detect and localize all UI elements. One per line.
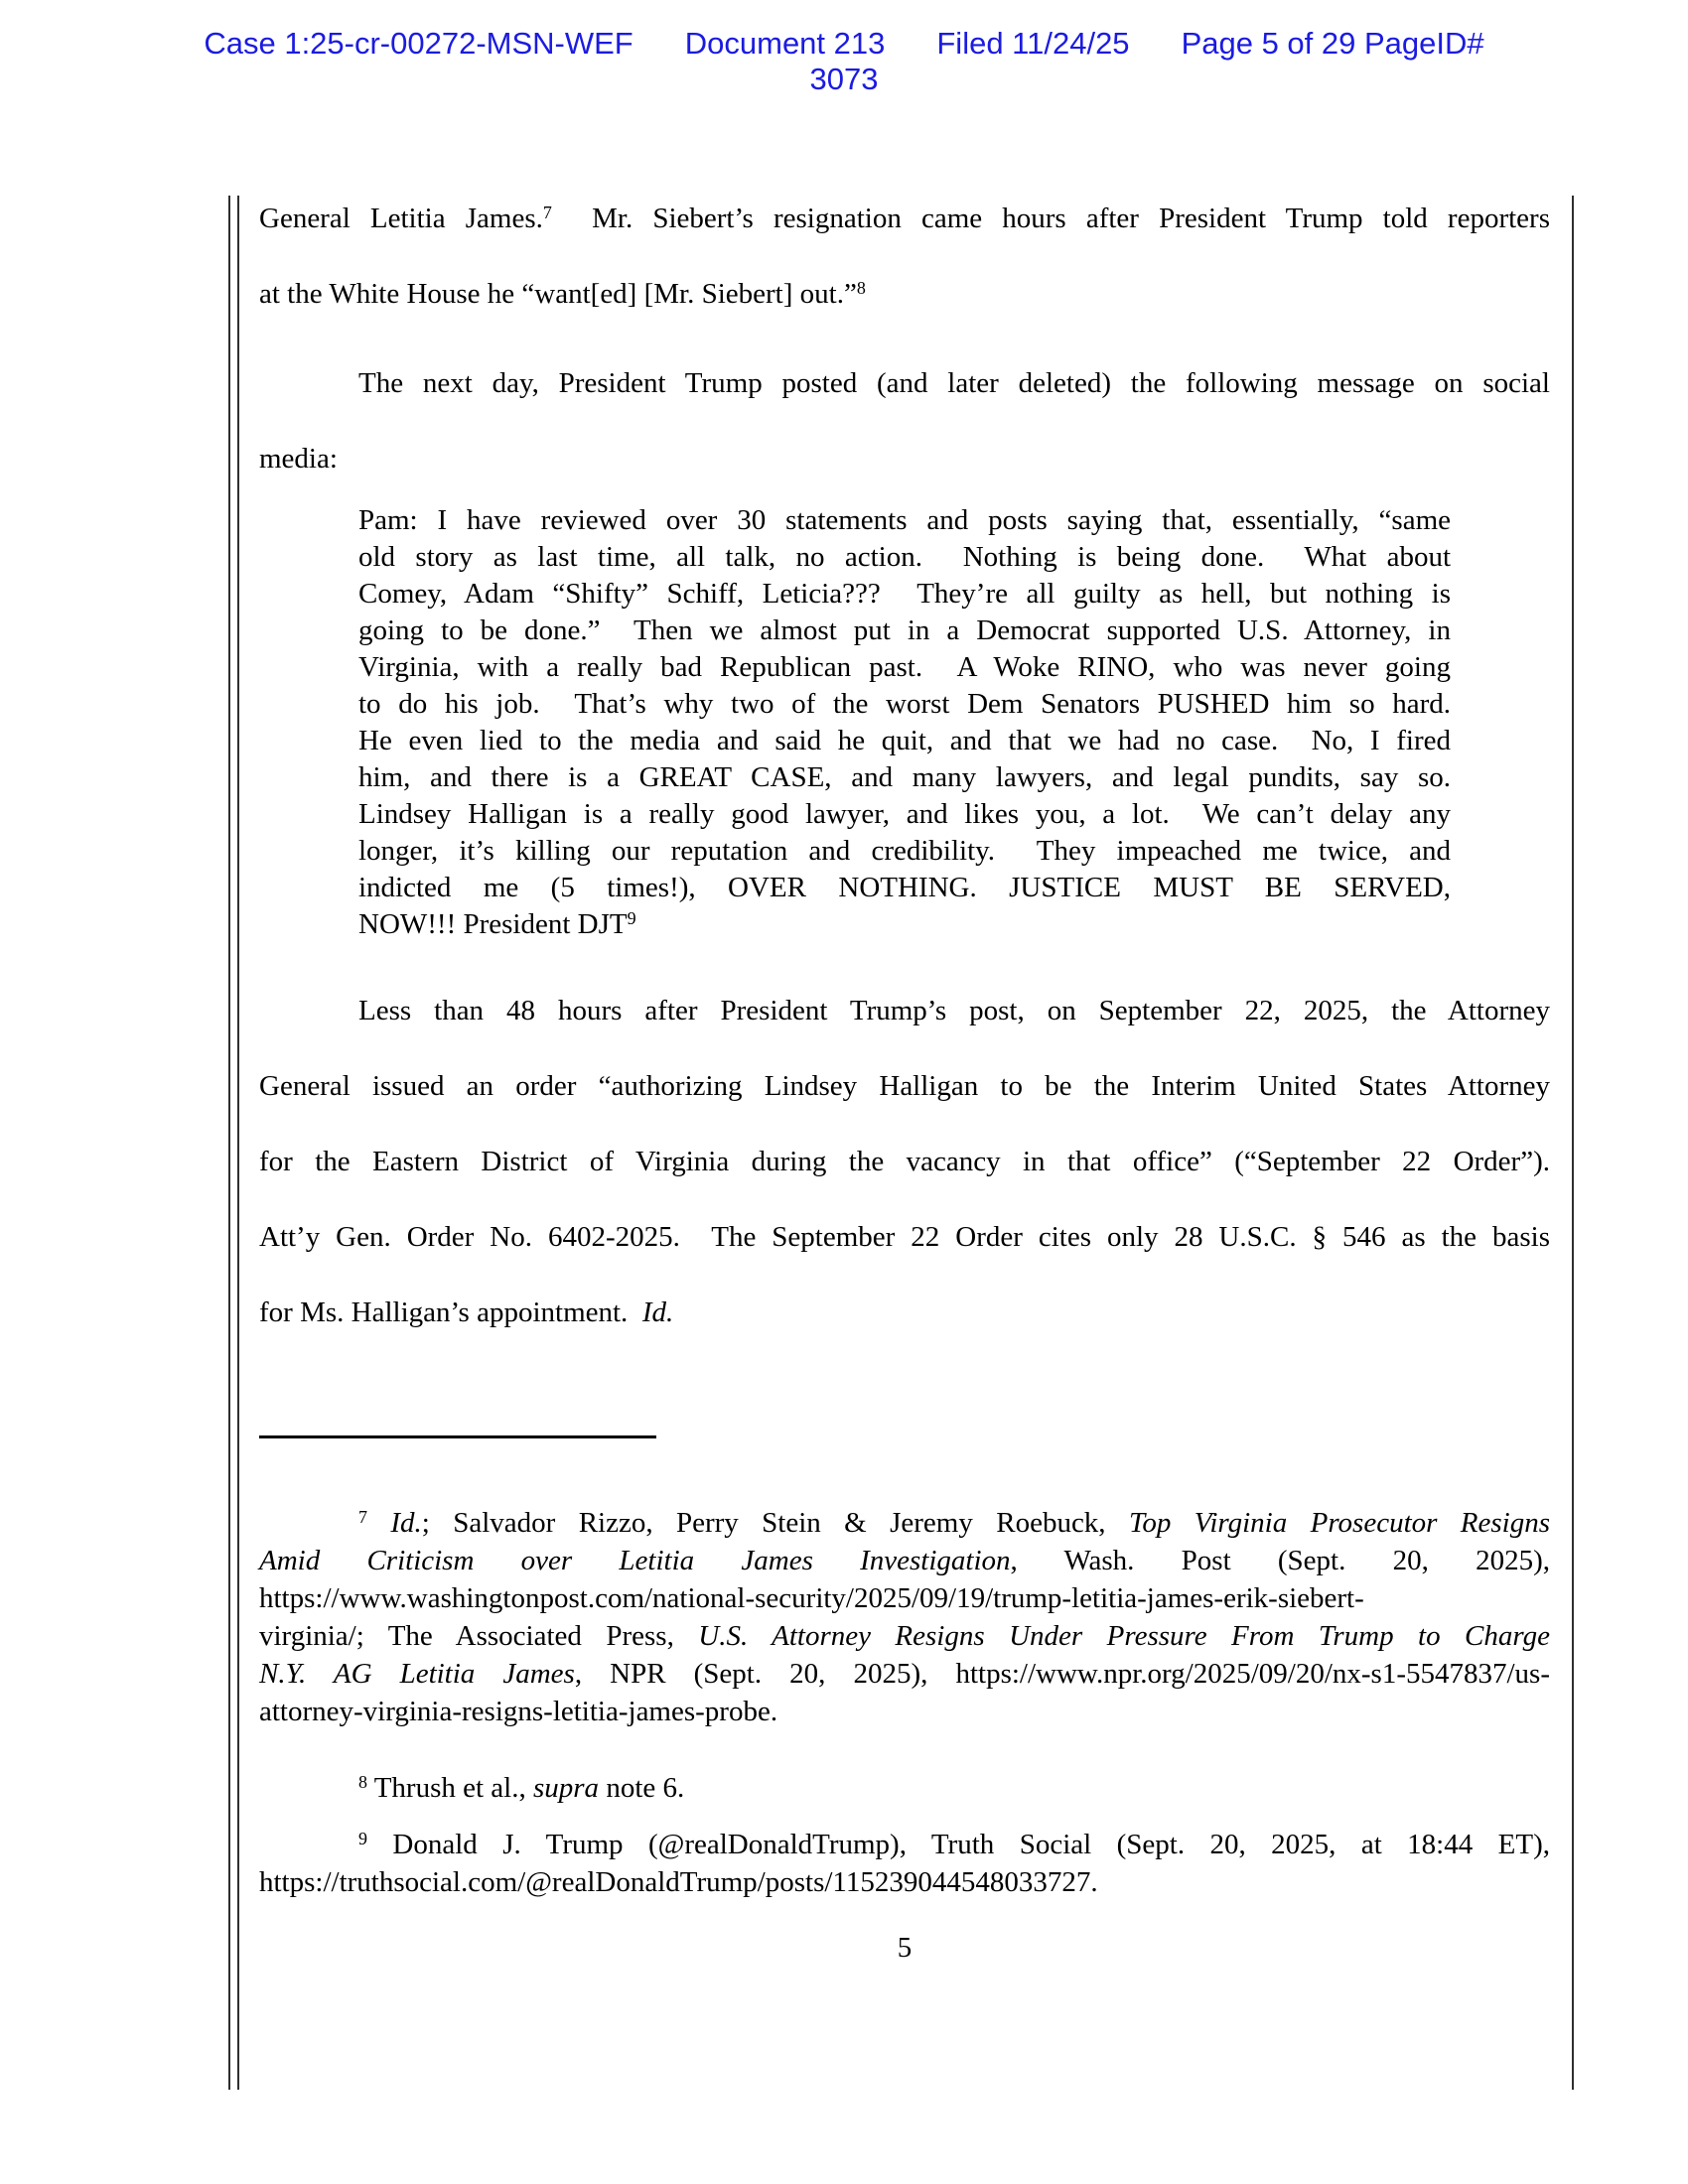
text-line [259,181,1550,256]
block-quote-trump-post [259,502,1550,943]
text-line [259,973,1550,1048]
footnote-reference: 7 [542,203,552,223]
text-segment: Top Virginia Prosecutor Resigns [1128,1507,1551,1539]
text-segment: for the Eastern District of Virginia during the vacancy in that office” (“September 22 Order”). [259,1146,1550,1177]
page-info: Page 5 of 29 PageID# [1181,26,1484,61]
text-line [358,906,1451,943]
text-segment: him, and there is a GREAT CASE, and many lawyers, and legal pundits, say so. [358,761,1451,793]
text-line [259,1693,1550,1730]
text-line [358,870,1451,906]
text-line [259,1769,1550,1807]
text-segment: Donald J. Trump (@realDonaldTrump), Truth Social (Sept. 20, 2025, at 18:44 ET), [366,1829,1550,1860]
body-paragraph-2 [259,345,1550,496]
pageid-number: 3073 [809,62,879,96]
text-segment: https://www.washingtonpost.com/national-security/2025/09/19/trump-letitia-james-erik-siebert- [259,1582,1364,1614]
text-segment: Virginia, with a really bad Republican past. A Woke RINO, who was never going [358,651,1451,683]
text-segment: note 6. [599,1772,685,1804]
text-segment: ; Salvador Rizzo, Perry Stein & Jeremy Roebuck, [421,1507,1129,1539]
text-line [259,1863,1550,1901]
text-segment: at the White House he “want[ed] [Mr. Siebert] out.” [259,278,857,310]
text-line [259,345,1550,421]
body-paragraph-3 [259,973,1550,1350]
footnote-reference: 9 [358,1829,367,1849]
text-line [259,1655,1550,1693]
text-line [259,1199,1550,1275]
text-line [259,1826,1550,1863]
text-segment: , NPR (Sept. 20, 2025), https://www.npr.org/2025/09/20/nx-s1-5547837/us- [574,1658,1550,1690]
footnote-reference: 8 [856,278,866,299]
text-segment: attorney-virginia-resigns-letitia-james-probe. [259,1696,778,1727]
document-text-column [259,181,1550,1967]
text-line [259,421,1550,496]
text-line [358,613,1451,649]
text-segment: old story as last time, all talk, no action. Nothing is being done. What about [358,541,1451,573]
text-segment: Amid Criticism over Letitia James Investigation [259,1545,1011,1576]
text-segment: NOW!!! President DJT [358,908,628,940]
text-segment: U.S. Attorney Resigns Under Pressure From Trump to Charge [698,1620,1550,1652]
text-segment: supra [532,1772,600,1804]
text-line [358,796,1451,833]
text-line [259,1275,1550,1350]
footnote-9 [259,1826,1550,1901]
text-line [358,576,1451,613]
text-line [259,1617,1550,1655]
footnote-separator [259,1435,656,1438]
text-segment: General Letitia James. [259,203,543,234]
ecf-header-stamp [0,26,1688,97]
text-line [259,1504,1550,1542]
text-line [358,539,1451,576]
text-line [358,649,1451,686]
footnote-7 [259,1504,1550,1730]
text-segment: indicted me (5 times!), OVER NOTHING. JUSTICE MUST BE SERVED, [358,872,1451,903]
text-segment: Thrush et al., [366,1772,533,1804]
text-segment: Att’y Gen. Order No. 6402-2025. The September 22 Order cites only 28 U.S.C. § 546 as the basis [259,1221,1550,1253]
text-line [358,759,1451,796]
ecf-header-line1 [0,26,1688,62]
left-margin-double-rule [228,196,239,2090]
body-paragraph-1 [259,181,1550,332]
text-segment: going to be done.” Then we almost put in a Democrat supported U.S. Attorney, in [358,614,1451,646]
text-segment: Lindsey Halligan is a really good lawyer, and likes you, a lot. We can’t delay any [358,798,1451,830]
text-segment [367,1507,390,1539]
text-line [358,723,1451,759]
text-segment: media: [259,443,338,475]
text-segment: He even lied to the media and said he quit, and that we had no case. No, I fired [358,725,1451,756]
text-segment: General issued an order “authorizing Lindsey Halligan to be the Interim United States Attorney [259,1070,1550,1102]
text-segment: Less than 48 hours after President Trump’s post, on September 22, 2025, the Attorney [358,995,1550,1026]
document-number: Document 213 [684,26,886,61]
text-segment: Id. [641,1297,674,1328]
text-line [358,686,1451,723]
footnote-reference: 8 [358,1772,367,1793]
text-segment: Mr. Siebert’s resignation came hours after President Trump told reporters [551,203,1550,234]
text-line [358,833,1451,870]
right-margin-rule [1572,196,1574,2090]
filed-date: Filed 11/24/25 [936,26,1130,61]
text-segment: N.Y. AG Letitia James [259,1658,575,1690]
text-line [259,1542,1550,1579]
text-segment: Comey, Adam “Shifty” Schiff, Leticia??? They’re all guilty as hell, but nothing is [358,578,1451,610]
page-number: 5 [897,1932,913,1964]
text-segment: to do his job. That’s why two of the worst Dem Senators PUSHED him so hard. [358,688,1451,720]
text-line [259,1048,1550,1124]
text-line [358,502,1451,539]
text-segment: Pam: I have reviewed over 30 statements and posts saying that, essentially, “same [358,504,1451,536]
text-segment: Id. [390,1507,422,1539]
text-segment: The next day, President Trump posted (and later deleted) the following message on social [358,367,1550,399]
text-segment: virginia/; The Associated Press, [259,1620,699,1652]
footnote-reference: 9 [627,908,636,929]
text-line [259,256,1550,332]
text-line [259,1124,1550,1199]
text-segment: , Wash. Post (Sept. 20, 2025), [1010,1545,1550,1576]
footnote-8 [259,1769,1550,1807]
text-segment: for Ms. Halligan’s appointment. [259,1297,642,1328]
text-segment: longer, it’s killing our reputation and credibility. They impeached me twice, and [358,835,1451,867]
footnote-reference: 7 [358,1507,367,1528]
text-line [259,1579,1550,1617]
text-segment: https://truthsocial.com/@realDonaldTrump/posts/115239044548033727. [259,1866,1098,1898]
case-number: Case 1:25-cr-00272-MSN-WEF [204,26,633,61]
